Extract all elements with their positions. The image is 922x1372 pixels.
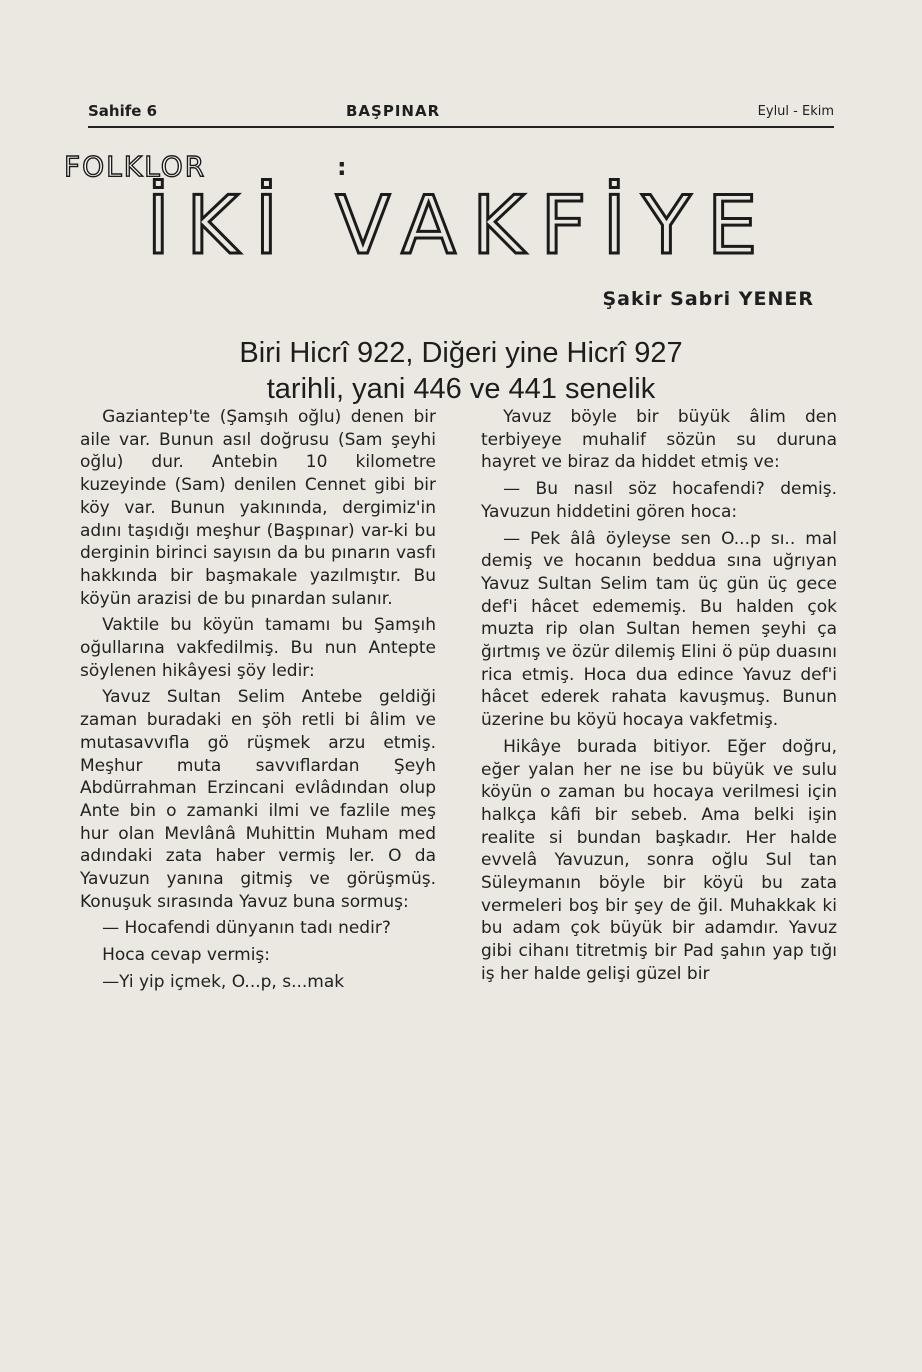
subtitle-line-1: Biri Hicrî 922, Diğeri yine Hicrî 927 <box>239 337 683 369</box>
issue-date: Eylul - Ekim <box>757 104 834 119</box>
paragraph: —Yi yip içmek, O...p, s...mak <box>102 971 345 992</box>
paragraph: Yavuz böyle bir büyük âlim den terbiyeye muhalif sözün su duruna hayret ve biraz da hiddet etmiş ve: <box>481 407 837 473</box>
section-colon: : <box>337 153 347 181</box>
left-column <box>80 406 436 998</box>
page-header <box>88 100 834 124</box>
paragraph: Hoca cevap vermiş: <box>102 945 271 966</box>
article-author: Şakir Sabri YENER <box>602 288 814 310</box>
paragraph: Vaktile bu köyün tamamı bu Şamşıh oğullarına vakfedilmiş. Bu nun Antepte söylenen hikâyesi şöy ledir: <box>80 615 436 681</box>
header-rule <box>88 126 834 128</box>
paragraph: Hikâye burada bitiyor. Eğer doğru, eğer yalan her ne ise bu büyük ve sulu köyün o zaman bu hocaya verilmesi için halkça kâfi bir sebeb. Ama belki işin realite si bundan başkadır. Her halde evvelâ Yavuzun, sonra oğlu Sul tan Süleymanın böyle bir köyü bu zata vermeleri boş bir şey de ğil. Muhakkak ki bu adam çok büyük bir adamdır. Yavuz gibi cihanı titretmiş bir Pad şahın yap tığı iş her halde gelişi güzel bir <box>481 736 837 984</box>
subtitle-line-2: tarihli, yani 446 ve 441 senelik <box>266 373 656 405</box>
article-subtitle <box>100 335 822 407</box>
paragraph: Yavuz Sultan Selim Antebe geldiği zaman buradaki en şöh retli bi âlim ve mutasavvıfla gö rüşmek arzu etmiş. Meşhur muta savvıflardan Şeyh Abdürrahman Erzincani evlâdından olup Ante bin o zamanki ilmi ve fazlile meş hur olan Mevlânâ Muhittin Muham med adındaki zata haber vermiş ler. O da Yavuzun yanına gitmiş ve görüşmüş. Konuşuk sırasında Yavuz buna sormuş: <box>80 687 436 912</box>
paragraph: — Bu nasıl söz hocafendi? demiş. Yavuzun hiddetini gören hoca: <box>481 479 837 522</box>
page-number: Sahife 6 <box>88 102 158 120</box>
section-label: FOLKLOR <box>64 150 207 183</box>
paragraph: — Pek âlâ öyleyse sen O...p sı.. mal demiş ve hocanın beddua sına uğrıyan Yavuz Sultan Selim tam üç gün üç gece def'i hâcet edememiş. Bu halden çok muzta rip olan Sultan hemen şeyhi ça ğırtmış ve özür dilemiş Elini ö püp duasını rica etmiş. Hoca dua edince Yavuz def'i hâcet ederek rahata kavuşmuş. Bunun üzerine bu köyü hocaya vakfetmiş. <box>481 528 837 731</box>
paragraph: — Hocafendi dünyanın tadı nedir? <box>102 918 391 939</box>
article-title: İKİ VAKFİYE <box>146 179 774 272</box>
paragraph: Gaziantep'te (Şamşıh oğlu) denen bir aile var. Bunun asıl doğrusu (Sam şeyhi oğlu) dur. Antebin 10 kilometre kuzeyinde (Sam) denilen Cennet gibi bir köy var. Bunun yakınında, dergimiz'in adını taşıdığı meşhur (Başpınar) var-ki bu derginin birinci sayısın da bu pınarın vasfı hakkında bir başmakale yazılmıştır. Bu köyün arazisi de bu pınardan sulanır. <box>80 407 436 609</box>
publication-name: BAŞPINAR <box>346 102 441 120</box>
right-column <box>481 406 837 990</box>
